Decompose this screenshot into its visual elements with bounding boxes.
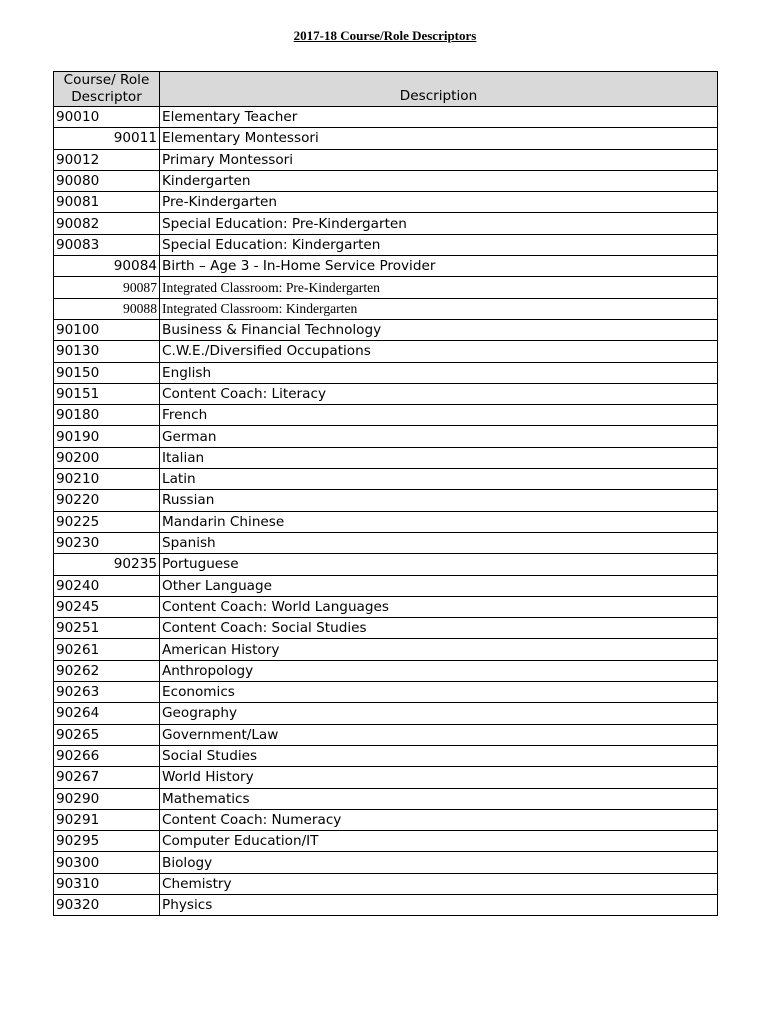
descriptor-description: Kindergarten — [160, 170, 718, 191]
descriptor-code: 90151 — [54, 383, 160, 404]
table-row — [54, 724, 718, 745]
descriptor-description: Special Education: Kindergarten — [160, 234, 718, 255]
descriptor-code: 90011 — [54, 128, 160, 149]
descriptor-code: 90150 — [54, 362, 160, 383]
descriptor-code: 90083 — [54, 234, 160, 255]
descriptor-description: Elementary Montessori — [160, 128, 718, 149]
descriptor-description: Anthropology — [160, 660, 718, 681]
description-column-header: Description — [160, 72, 718, 107]
descriptor-description: Content Coach: Literacy — [160, 383, 718, 404]
table-row — [54, 362, 718, 383]
descriptor-description: German — [160, 426, 718, 447]
descriptor-code: 90262 — [54, 660, 160, 681]
descriptor-code: 90084 — [54, 256, 160, 277]
descriptor-code: 90088 — [54, 298, 160, 319]
descriptor-code: 90081 — [54, 192, 160, 213]
table-row — [54, 745, 718, 766]
table-row — [54, 256, 718, 277]
table-row — [54, 341, 718, 362]
descriptor-description: English — [160, 362, 718, 383]
descriptor-description: Mandarin Chinese — [160, 511, 718, 532]
table-row — [54, 107, 718, 128]
descriptor-code: 90210 — [54, 469, 160, 490]
descriptor-code: 90010 — [54, 107, 160, 128]
descriptor-code: 90200 — [54, 447, 160, 468]
descriptor-description: Other Language — [160, 575, 718, 596]
table-row — [54, 490, 718, 511]
table-row — [54, 447, 718, 468]
table-row — [54, 383, 718, 404]
table-row — [54, 469, 718, 490]
descriptor-description: Latin — [160, 469, 718, 490]
table-row — [54, 319, 718, 340]
descriptor-code: 90012 — [54, 149, 160, 170]
table-row — [54, 873, 718, 894]
descriptor-description: Elementary Teacher — [160, 107, 718, 128]
descriptor-code: 90265 — [54, 724, 160, 745]
descriptor-code: 90245 — [54, 596, 160, 617]
table-body — [54, 107, 718, 916]
descriptor-description: Russian — [160, 490, 718, 511]
code-column-header — [54, 72, 160, 107]
table-row — [54, 703, 718, 724]
table-row — [54, 128, 718, 149]
table-row — [54, 596, 718, 617]
table-row — [54, 809, 718, 830]
descriptor-code: 90264 — [54, 703, 160, 724]
descriptor-description: Business & Financial Technology — [160, 319, 718, 340]
descriptor-code: 90230 — [54, 532, 160, 553]
table-row — [54, 234, 718, 255]
table-row — [54, 192, 718, 213]
table-row — [54, 831, 718, 852]
code-header-line2: Descriptor — [71, 89, 142, 105]
descriptor-code: 90235 — [54, 554, 160, 575]
table-header-row — [54, 72, 718, 107]
descriptor-code: 90291 — [54, 809, 160, 830]
table-row — [54, 639, 718, 660]
descriptor-description: Government/Law — [160, 724, 718, 745]
table-row — [54, 575, 718, 596]
descriptor-description: Social Studies — [160, 745, 718, 766]
table-row — [54, 618, 718, 639]
table-row — [54, 405, 718, 426]
descriptor-code: 90240 — [54, 575, 160, 596]
descriptor-code: 90100 — [54, 319, 160, 340]
descriptor-description: Primary Montessori — [160, 149, 718, 170]
descriptor-table — [53, 71, 718, 916]
table-row — [54, 213, 718, 234]
table-row — [54, 894, 718, 915]
table-row — [54, 532, 718, 553]
descriptor-description: Italian — [160, 447, 718, 468]
descriptor-description: Spanish — [160, 532, 718, 553]
descriptor-code: 90082 — [54, 213, 160, 234]
descriptor-code: 90290 — [54, 788, 160, 809]
descriptor-description: Computer Education/IT — [160, 831, 718, 852]
descriptor-description: Biology — [160, 852, 718, 873]
descriptor-description: French — [160, 405, 718, 426]
table-row — [54, 852, 718, 873]
descriptor-description: Content Coach: Social Studies — [160, 618, 718, 639]
descriptor-description: Special Education: Pre-Kindergarten — [160, 213, 718, 234]
table-row — [54, 277, 718, 298]
descriptor-description: Mathematics — [160, 788, 718, 809]
descriptor-code: 90087 — [54, 277, 160, 298]
descriptor-description: Physics — [160, 894, 718, 915]
descriptor-description: Birth – Age 3 - In-Home Service Provider — [160, 256, 718, 277]
descriptor-description: Pre-Kindergarten — [160, 192, 718, 213]
descriptor-code: 90190 — [54, 426, 160, 447]
table-row — [54, 149, 718, 170]
descriptor-description: Geography — [160, 703, 718, 724]
descriptor-description: World History — [160, 767, 718, 788]
descriptor-description: Economics — [160, 682, 718, 703]
table-row — [54, 298, 718, 319]
descriptor-description: Chemistry — [160, 873, 718, 894]
descriptor-description: Content Coach: World Languages — [160, 596, 718, 617]
descriptor-code: 90295 — [54, 831, 160, 852]
descriptor-description: Integrated Classroom: Pre-Kindergarten — [160, 277, 718, 298]
table-row — [54, 660, 718, 681]
table-row — [54, 788, 718, 809]
table-row — [54, 511, 718, 532]
table-row — [54, 767, 718, 788]
document-title: 2017-18 Course/Role Descriptors — [293, 28, 477, 43]
table-row — [54, 170, 718, 191]
descriptor-code: 90267 — [54, 767, 160, 788]
descriptor-description: C.W.E./Diversified Occupations — [160, 341, 718, 362]
table-row — [54, 426, 718, 447]
descriptor-code: 90225 — [54, 511, 160, 532]
descriptor-description: Integrated Classroom: Kindergarten — [160, 298, 718, 319]
code-header-line1: Course/ Role — [63, 72, 150, 88]
descriptor-code: 90080 — [54, 170, 160, 191]
descriptor-code: 90220 — [54, 490, 160, 511]
table-row — [54, 554, 718, 575]
descriptor-code: 90180 — [54, 405, 160, 426]
descriptor-description: Portuguese — [160, 554, 718, 575]
table-row — [54, 682, 718, 703]
descriptor-code: 90261 — [54, 639, 160, 660]
descriptor-code: 90310 — [54, 873, 160, 894]
descriptor-code: 90266 — [54, 745, 160, 766]
descriptor-code: 90130 — [54, 341, 160, 362]
descriptor-code: 90320 — [54, 894, 160, 915]
descriptor-description: Content Coach: Numeracy — [160, 809, 718, 830]
descriptor-code: 90300 — [54, 852, 160, 873]
descriptor-code: 90251 — [54, 618, 160, 639]
descriptor-description: American History — [160, 639, 718, 660]
descriptor-code: 90263 — [54, 682, 160, 703]
